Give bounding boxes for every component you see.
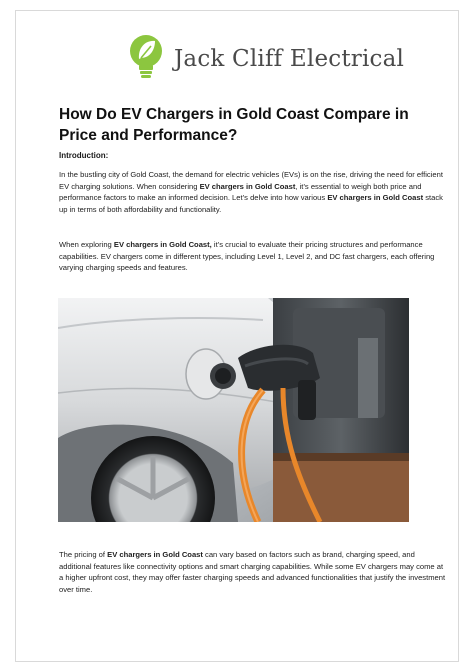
keyword-highlight: EV chargers in Gold Coast xyxy=(107,550,203,559)
keyword-highlight: EV chargers in Gold Coast xyxy=(327,193,424,203)
document-page xyxy=(15,10,459,662)
intro-heading: Introduction: xyxy=(59,151,109,160)
keyword-highlight: EV chargers in Gold Coast, xyxy=(113,240,212,249)
brand-logo xyxy=(128,31,404,87)
keyword-highlight: EV chargers in Gold Coast xyxy=(199,181,296,191)
brand-name: Jack Cliff Electrical xyxy=(174,46,405,72)
article-title: How Do EV Chargers in Gold Coast Compare in Price and Performance? xyxy=(59,106,409,144)
ev-charging-photo xyxy=(58,298,409,522)
intro-paragraph: In the bustling city of Gold Coast, the demand for electric vehicles (EVs) is on the rise, driving the need for efficient EV charging solutions. When considering EV chargers in Gold Coast, it’s essential to weigh both price and performance factors to make an informed decision. Let’s delve into how various EV chargers in Gold Coast stack up in terms of both affordability and functionality. xyxy=(59,170,443,214)
types-paragraph: When exploring EV chargers in Gold Coast, it’s crucial to evaluate their pricing structures and performance capabilities. EV chargers come in different types, including Level 1, Level 2, and DC fast chargers, each offering varying charging speeds and features. xyxy=(59,240,435,273)
lightbulb-leaf-icon xyxy=(128,32,168,86)
pricing-paragraph: The pricing of EV chargers in Gold Coast can vary based on factors such as brand, charging speed, and additional features like connectivity options and smart charging capabilities. While some EV chargers may come at a higher upfront cost, they may offer faster charging speeds and advanced functionalities that justify the investment over time. xyxy=(59,550,446,594)
